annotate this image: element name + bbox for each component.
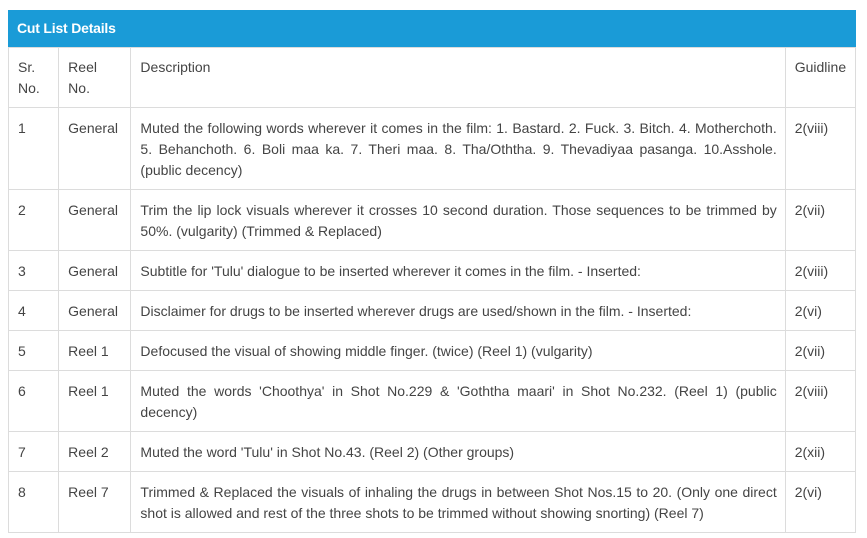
cell-reel: Reel 1	[59, 371, 131, 432]
column-header-sr: Sr. No.	[9, 48, 59, 108]
panel-title: Cut List Details	[8, 10, 856, 47]
table-row	[9, 331, 856, 371]
table-row	[9, 432, 856, 472]
cell-description: Muted the word 'Tulu' in Shot No.43. (Reel 2) (Other groups)	[131, 432, 785, 472]
cell-guideline: 2(vii)	[785, 331, 855, 371]
cell-guideline: 2(viii)	[785, 251, 855, 291]
cell-description: Trim the lip lock visuals wherever it crosses 10 second duration. Those sequences to be trimmed by 50%. (vulgarity) (Trimmed & Replaced)	[131, 190, 785, 251]
cell-description: Muted the following words wherever it comes in the film: 1. Bastard. 2. Fuck. 3. Bitch. 4. Motherchoth. 5. Behanchoth. 6. Boli maa ka. 7. Theri maa. 8. Tha/Oththa. 9. Thevadiyaa pasanga. 10.Asshole. (public decency)	[131, 108, 785, 190]
cell-reel: General	[59, 190, 131, 251]
cut-list-panel	[8, 10, 856, 533]
cell-description: Defocused the visual of showing middle finger. (twice) (Reel 1) (vulgarity)	[131, 331, 785, 371]
cell-description: Muted the words 'Choothya' in Shot No.229 & 'Goththa maari' in Shot No.232. (Reel 1) (public decency)	[131, 371, 785, 432]
cell-reel: Reel 1	[59, 331, 131, 371]
cell-reel: General	[59, 251, 131, 291]
cell-description: Trimmed & Replaced the visuals of inhaling the drugs in between Shot Nos.15 to 20. (Only one direct shot is allowed and rest of the three shots to be trimmed without showing snorting) (Reel 7)	[131, 472, 785, 533]
cell-sr: 5	[9, 331, 59, 371]
cell-sr: 8	[9, 472, 59, 533]
cell-reel: Reel 2	[59, 432, 131, 472]
cell-guideline: 2(xii)	[785, 432, 855, 472]
table-row	[9, 108, 856, 190]
cell-sr: 2	[9, 190, 59, 251]
cell-reel: General	[59, 291, 131, 331]
cut-list-table	[8, 47, 856, 533]
column-header-guideline: Guidline	[785, 48, 855, 108]
table-row	[9, 291, 856, 331]
cell-sr: 4	[9, 291, 59, 331]
cell-reel: General	[59, 108, 131, 190]
cell-description: Disclaimer for drugs to be inserted wherever drugs are used/shown in the film. - Inserted:	[131, 291, 785, 331]
cell-guideline: 2(viii)	[785, 371, 855, 432]
table-row	[9, 371, 856, 432]
cell-guideline: 2(vi)	[785, 291, 855, 331]
table-row	[9, 472, 856, 533]
cell-description: Subtitle for 'Tulu' dialogue to be inserted wherever it comes in the film. - Inserted:	[131, 251, 785, 291]
cell-guideline: 2(vii)	[785, 190, 855, 251]
table-header-row	[9, 48, 856, 108]
cell-sr: 6	[9, 371, 59, 432]
cell-guideline: 2(vi)	[785, 472, 855, 533]
cell-sr: 3	[9, 251, 59, 291]
cell-sr: 7	[9, 432, 59, 472]
column-header-reel: Reel No.	[59, 48, 131, 108]
table-row	[9, 251, 856, 291]
column-header-description: Description	[131, 48, 785, 108]
cell-guideline: 2(viii)	[785, 108, 855, 190]
table-row	[9, 190, 856, 251]
cell-reel: Reel 7	[59, 472, 131, 533]
cell-sr: 1	[9, 108, 59, 190]
